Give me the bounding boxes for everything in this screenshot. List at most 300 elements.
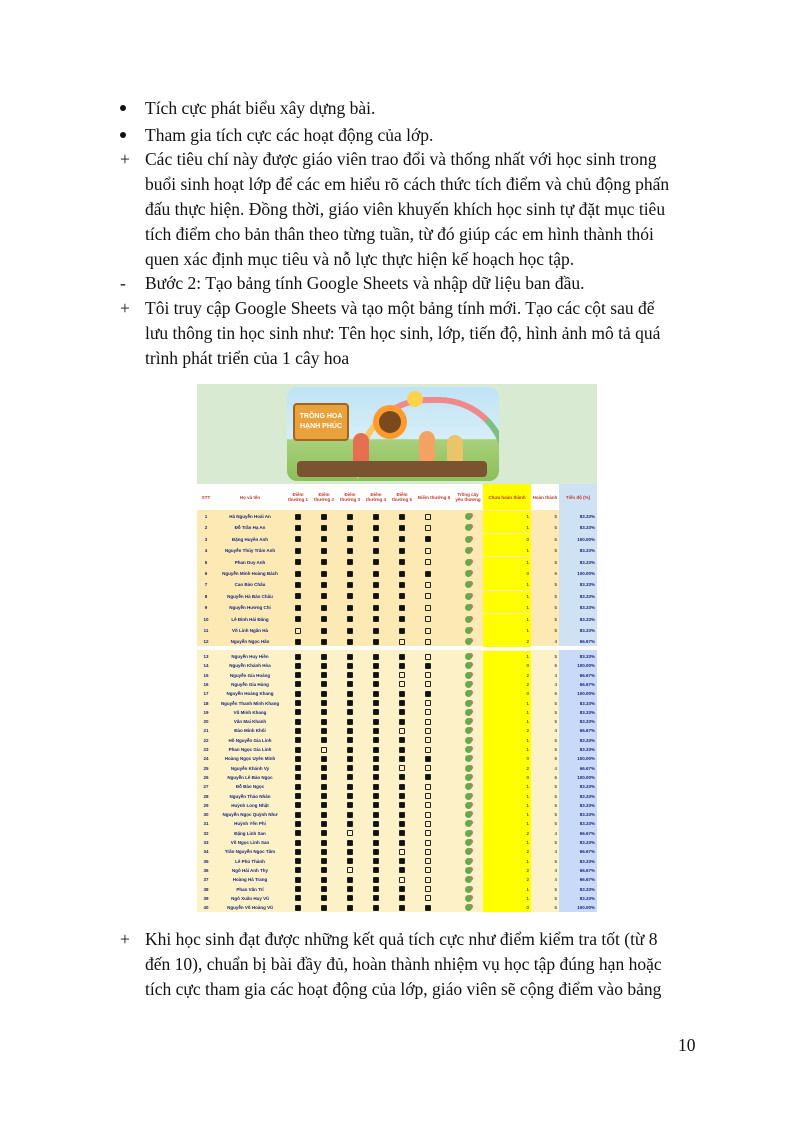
checkbox-checked-icon[interactable] — [321, 605, 327, 611]
checkbox-checked-icon[interactable] — [347, 728, 353, 734]
checkbox-checked-icon[interactable] — [373, 774, 379, 780]
checkbox-empty-icon[interactable] — [425, 514, 431, 520]
cell-checkbox[interactable] — [285, 636, 311, 647]
cell-checkbox[interactable] — [285, 902, 311, 912]
cell-checkbox[interactable] — [363, 522, 389, 533]
checkbox-checked-icon[interactable] — [399, 886, 405, 892]
checkbox-checked-icon[interactable] — [321, 559, 327, 565]
checkbox-checked-icon[interactable] — [373, 905, 379, 911]
cell-checkbox[interactable] — [415, 522, 441, 533]
cell-checkbox[interactable] — [389, 534, 415, 545]
checkbox-checked-icon[interactable] — [295, 840, 301, 846]
checkbox-empty-icon[interactable] — [399, 765, 405, 771]
cell-checkbox[interactable] — [415, 625, 441, 636]
checkbox-checked-icon[interactable] — [373, 559, 379, 565]
checkbox-checked-icon[interactable] — [399, 605, 405, 611]
checkbox-checked-icon[interactable] — [347, 858, 353, 864]
checkbox-checked-icon[interactable] — [347, 784, 353, 790]
checkbox-checked-icon[interactable] — [295, 548, 301, 554]
checkbox-checked-icon[interactable] — [347, 719, 353, 725]
checkbox-checked-icon[interactable] — [321, 886, 327, 892]
checkbox-checked-icon[interactable] — [295, 793, 301, 799]
checkbox-checked-icon[interactable] — [373, 737, 379, 743]
checkbox-checked-icon[interactable] — [399, 774, 405, 780]
checkbox-checked-icon[interactable] — [295, 709, 301, 715]
checkbox-checked-icon[interactable] — [399, 756, 405, 762]
cell-checkbox[interactable] — [285, 602, 311, 613]
checkbox-checked-icon[interactable] — [347, 905, 353, 911]
checkbox-checked-icon[interactable] — [399, 784, 405, 790]
checkbox-checked-icon[interactable] — [399, 747, 405, 753]
checkbox-checked-icon[interactable] — [321, 663, 327, 669]
checkbox-checked-icon[interactable] — [425, 774, 431, 780]
checkbox-checked-icon[interactable] — [321, 525, 327, 531]
checkbox-checked-icon[interactable] — [399, 582, 405, 588]
checkbox-empty-icon[interactable] — [425, 830, 431, 836]
cell-checkbox[interactable] — [337, 636, 363, 647]
checkbox-checked-icon[interactable] — [399, 858, 405, 864]
cell-checkbox[interactable] — [311, 902, 337, 912]
cell-checkbox[interactable] — [285, 568, 311, 579]
checkbox-empty-icon[interactable] — [425, 681, 431, 687]
checkbox-checked-icon[interactable] — [347, 756, 353, 762]
checkbox-checked-icon[interactable] — [321, 548, 327, 554]
checkbox-empty-icon[interactable] — [399, 849, 405, 855]
checkbox-empty-icon[interactable] — [425, 858, 431, 864]
checkbox-checked-icon[interactable] — [321, 784, 327, 790]
checkbox-checked-icon[interactable] — [373, 514, 379, 520]
checkbox-checked-icon[interactable] — [373, 867, 379, 873]
checkbox-checked-icon[interactable] — [399, 525, 405, 531]
checkbox-checked-icon[interactable] — [321, 877, 327, 883]
checkbox-empty-icon[interactable] — [425, 895, 431, 901]
checkbox-checked-icon[interactable] — [321, 802, 327, 808]
checkbox-empty-icon[interactable] — [425, 628, 431, 634]
checkbox-empty-icon[interactable] — [425, 582, 431, 588]
checkbox-checked-icon[interactable] — [373, 525, 379, 531]
checkbox-checked-icon[interactable] — [373, 681, 379, 687]
checkbox-checked-icon[interactable] — [373, 616, 379, 622]
checkbox-empty-icon[interactable] — [399, 639, 405, 645]
checkbox-checked-icon[interactable] — [347, 616, 353, 622]
checkbox-empty-icon[interactable] — [425, 709, 431, 715]
cell-checkbox[interactable] — [311, 579, 337, 590]
checkbox-empty-icon[interactable] — [425, 719, 431, 725]
checkbox-checked-icon[interactable] — [321, 812, 327, 818]
checkbox-checked-icon[interactable] — [321, 709, 327, 715]
checkbox-checked-icon[interactable] — [295, 571, 301, 577]
checkbox-empty-icon[interactable] — [425, 747, 431, 753]
checkbox-checked-icon[interactable] — [321, 571, 327, 577]
checkbox-checked-icon[interactable] — [399, 812, 405, 818]
checkbox-checked-icon[interactable] — [321, 905, 327, 911]
cell-checkbox[interactable] — [363, 614, 389, 625]
checkbox-checked-icon[interactable] — [373, 849, 379, 855]
cell-checkbox[interactable] — [363, 591, 389, 602]
cell-checkbox[interactable] — [337, 591, 363, 602]
checkbox-checked-icon[interactable] — [321, 593, 327, 599]
checkbox-checked-icon[interactable] — [321, 737, 327, 743]
cell-checkbox[interactable] — [389, 636, 415, 647]
cell-checkbox[interactable] — [311, 511, 337, 522]
cell-checkbox[interactable] — [389, 568, 415, 579]
checkbox-empty-icon[interactable] — [321, 747, 327, 753]
checkbox-empty-icon[interactable] — [399, 672, 405, 678]
checkbox-checked-icon[interactable] — [295, 593, 301, 599]
cell-checkbox[interactable] — [363, 534, 389, 545]
checkbox-checked-icon[interactable] — [347, 548, 353, 554]
checkbox-checked-icon[interactable] — [321, 867, 327, 873]
checkbox-empty-icon[interactable] — [425, 654, 431, 660]
checkbox-empty-icon[interactable] — [425, 802, 431, 808]
checkbox-checked-icon[interactable] — [399, 593, 405, 599]
checkbox-empty-icon[interactable] — [425, 672, 431, 678]
checkbox-checked-icon[interactable] — [321, 821, 327, 827]
checkbox-checked-icon[interactable] — [347, 886, 353, 892]
checkbox-checked-icon[interactable] — [373, 672, 379, 678]
cell-checkbox[interactable] — [285, 545, 311, 556]
checkbox-checked-icon[interactable] — [347, 536, 353, 542]
checkbox-checked-icon[interactable] — [321, 514, 327, 520]
checkbox-checked-icon[interactable] — [399, 802, 405, 808]
checkbox-checked-icon[interactable] — [295, 812, 301, 818]
checkbox-checked-icon[interactable] — [399, 654, 405, 660]
checkbox-checked-icon[interactable] — [347, 654, 353, 660]
checkbox-checked-icon[interactable] — [399, 548, 405, 554]
checkbox-checked-icon[interactable] — [295, 886, 301, 892]
checkbox-checked-icon[interactable] — [373, 628, 379, 634]
checkbox-checked-icon[interactable] — [399, 691, 405, 697]
checkbox-empty-icon[interactable] — [399, 728, 405, 734]
checkbox-checked-icon[interactable] — [425, 691, 431, 697]
checkbox-checked-icon[interactable] — [295, 582, 301, 588]
checkbox-checked-icon[interactable] — [373, 536, 379, 542]
checkbox-checked-icon[interactable] — [347, 582, 353, 588]
checkbox-checked-icon[interactable] — [321, 536, 327, 542]
checkbox-checked-icon[interactable] — [295, 784, 301, 790]
cell-checkbox[interactable] — [337, 557, 363, 568]
cell-checkbox[interactable] — [337, 534, 363, 545]
checkbox-checked-icon[interactable] — [373, 654, 379, 660]
cell-checkbox[interactable] — [311, 636, 337, 647]
checkbox-checked-icon[interactable] — [347, 672, 353, 678]
checkbox-checked-icon[interactable] — [347, 709, 353, 715]
checkbox-empty-icon[interactable] — [425, 605, 431, 611]
checkbox-empty-icon[interactable] — [399, 681, 405, 687]
checkbox-checked-icon[interactable] — [425, 536, 431, 542]
checkbox-checked-icon[interactable] — [347, 821, 353, 827]
checkbox-empty-icon[interactable] — [425, 548, 431, 554]
checkbox-checked-icon[interactable] — [347, 605, 353, 611]
checkbox-checked-icon[interactable] — [295, 559, 301, 565]
checkbox-empty-icon[interactable] — [425, 867, 431, 873]
checkbox-empty-icon[interactable] — [425, 728, 431, 734]
checkbox-checked-icon[interactable] — [425, 905, 431, 911]
cell-checkbox[interactable] — [363, 568, 389, 579]
cell-checkbox[interactable] — [389, 522, 415, 533]
checkbox-checked-icon[interactable] — [399, 663, 405, 669]
cell-checkbox[interactable] — [337, 545, 363, 556]
checkbox-checked-icon[interactable] — [373, 548, 379, 554]
cell-checkbox[interactable] — [363, 511, 389, 522]
checkbox-checked-icon[interactable] — [295, 756, 301, 762]
checkbox-checked-icon[interactable] — [321, 681, 327, 687]
cell-checkbox[interactable] — [337, 614, 363, 625]
checkbox-checked-icon[interactable] — [373, 663, 379, 669]
cell-checkbox[interactable] — [363, 602, 389, 613]
cell-checkbox[interactable] — [363, 902, 389, 912]
cell-checkbox[interactable] — [311, 534, 337, 545]
checkbox-checked-icon[interactable] — [373, 593, 379, 599]
checkbox-checked-icon[interactable] — [347, 663, 353, 669]
cell-checkbox[interactable] — [389, 545, 415, 556]
checkbox-checked-icon[interactable] — [373, 858, 379, 864]
checkbox-empty-icon[interactable] — [425, 700, 431, 706]
checkbox-checked-icon[interactable] — [347, 593, 353, 599]
checkbox-checked-icon[interactable] — [373, 700, 379, 706]
cell-checkbox[interactable] — [389, 602, 415, 613]
checkbox-checked-icon[interactable] — [347, 525, 353, 531]
checkbox-checked-icon[interactable] — [321, 672, 327, 678]
checkbox-checked-icon[interactable] — [321, 628, 327, 634]
checkbox-checked-icon[interactable] — [321, 858, 327, 864]
cell-checkbox[interactable] — [337, 522, 363, 533]
checkbox-empty-icon[interactable] — [347, 830, 353, 836]
checkbox-checked-icon[interactable] — [347, 559, 353, 565]
cell-checkbox[interactable] — [311, 591, 337, 602]
checkbox-checked-icon[interactable] — [373, 728, 379, 734]
cell-checkbox[interactable] — [389, 557, 415, 568]
checkbox-checked-icon[interactable] — [347, 571, 353, 577]
checkbox-checked-icon[interactable] — [295, 830, 301, 836]
checkbox-empty-icon[interactable] — [425, 849, 431, 855]
cell-checkbox[interactable] — [389, 614, 415, 625]
cell-checkbox[interactable] — [389, 511, 415, 522]
checkbox-checked-icon[interactable] — [295, 719, 301, 725]
checkbox-checked-icon[interactable] — [373, 709, 379, 715]
cell-checkbox[interactable] — [363, 636, 389, 647]
checkbox-checked-icon[interactable] — [347, 895, 353, 901]
checkbox-empty-icon[interactable] — [425, 525, 431, 531]
checkbox-checked-icon[interactable] — [399, 700, 405, 706]
checkbox-empty-icon[interactable] — [425, 886, 431, 892]
checkbox-checked-icon[interactable] — [347, 514, 353, 520]
cell-checkbox[interactable] — [415, 545, 441, 556]
checkbox-checked-icon[interactable] — [321, 582, 327, 588]
checkbox-checked-icon[interactable] — [321, 654, 327, 660]
checkbox-checked-icon[interactable] — [399, 536, 405, 542]
cell-checkbox[interactable] — [285, 625, 311, 636]
checkbox-empty-icon[interactable] — [425, 765, 431, 771]
checkbox-checked-icon[interactable] — [321, 728, 327, 734]
checkbox-checked-icon[interactable] — [347, 700, 353, 706]
checkbox-empty-icon[interactable] — [425, 793, 431, 799]
checkbox-checked-icon[interactable] — [295, 691, 301, 697]
checkbox-checked-icon[interactable] — [295, 728, 301, 734]
cell-checkbox[interactable] — [415, 557, 441, 568]
cell-checkbox[interactable] — [415, 511, 441, 522]
checkbox-checked-icon[interactable] — [399, 867, 405, 873]
checkbox-checked-icon[interactable] — [373, 821, 379, 827]
checkbox-checked-icon[interactable] — [295, 858, 301, 864]
checkbox-checked-icon[interactable] — [347, 737, 353, 743]
cell-checkbox[interactable] — [285, 511, 311, 522]
checkbox-checked-icon[interactable] — [321, 719, 327, 725]
checkbox-checked-icon[interactable] — [399, 905, 405, 911]
cell-checkbox[interactable] — [415, 579, 441, 590]
checkbox-checked-icon[interactable] — [295, 905, 301, 911]
cell-checkbox[interactable] — [415, 568, 441, 579]
checkbox-empty-icon[interactable] — [425, 737, 431, 743]
checkbox-checked-icon[interactable] — [295, 895, 301, 901]
checkbox-checked-icon[interactable] — [321, 700, 327, 706]
checkbox-checked-icon[interactable] — [373, 756, 379, 762]
checkbox-empty-icon[interactable] — [295, 628, 301, 634]
cell-checkbox[interactable] — [285, 591, 311, 602]
cell-checkbox[interactable] — [285, 534, 311, 545]
cell-checkbox[interactable] — [363, 579, 389, 590]
checkbox-checked-icon[interactable] — [295, 747, 301, 753]
checkbox-checked-icon[interactable] — [373, 719, 379, 725]
checkbox-checked-icon[interactable] — [373, 691, 379, 697]
checkbox-checked-icon[interactable] — [399, 559, 405, 565]
checkbox-checked-icon[interactable] — [295, 737, 301, 743]
checkbox-checked-icon[interactable] — [425, 756, 431, 762]
checkbox-checked-icon[interactable] — [373, 793, 379, 799]
checkbox-checked-icon[interactable] — [347, 691, 353, 697]
checkbox-checked-icon[interactable] — [399, 830, 405, 836]
checkbox-checked-icon[interactable] — [295, 877, 301, 883]
checkbox-checked-icon[interactable] — [321, 793, 327, 799]
cell-checkbox[interactable] — [337, 902, 363, 912]
checkbox-checked-icon[interactable] — [373, 571, 379, 577]
checkbox-checked-icon[interactable] — [295, 672, 301, 678]
cell-checkbox[interactable] — [311, 625, 337, 636]
checkbox-checked-icon[interactable] — [373, 784, 379, 790]
cell-checkbox[interactable] — [311, 545, 337, 556]
checkbox-checked-icon[interactable] — [399, 709, 405, 715]
cell-checkbox[interactable] — [285, 579, 311, 590]
checkbox-checked-icon[interactable] — [399, 571, 405, 577]
checkbox-checked-icon[interactable] — [373, 895, 379, 901]
checkbox-empty-icon[interactable] — [425, 840, 431, 846]
checkbox-checked-icon[interactable] — [373, 582, 379, 588]
checkbox-empty-icon[interactable] — [425, 821, 431, 827]
checkbox-empty-icon[interactable] — [425, 559, 431, 565]
checkbox-checked-icon[interactable] — [295, 700, 301, 706]
cell-checkbox[interactable] — [285, 522, 311, 533]
cell-checkbox[interactable] — [363, 545, 389, 556]
checkbox-checked-icon[interactable] — [399, 793, 405, 799]
checkbox-checked-icon[interactable] — [347, 765, 353, 771]
checkbox-checked-icon[interactable] — [321, 849, 327, 855]
cell-checkbox[interactable] — [363, 557, 389, 568]
checkbox-checked-icon[interactable] — [425, 571, 431, 577]
checkbox-checked-icon[interactable] — [321, 616, 327, 622]
checkbox-checked-icon[interactable] — [321, 895, 327, 901]
checkbox-checked-icon[interactable] — [347, 849, 353, 855]
checkbox-checked-icon[interactable] — [295, 802, 301, 808]
cell-checkbox[interactable] — [337, 602, 363, 613]
checkbox-checked-icon[interactable] — [347, 812, 353, 818]
cell-checkbox[interactable] — [415, 902, 441, 912]
checkbox-checked-icon[interactable] — [347, 681, 353, 687]
cell-checkbox[interactable] — [285, 614, 311, 625]
checkbox-empty-icon[interactable] — [347, 867, 353, 873]
checkbox-empty-icon[interactable] — [425, 593, 431, 599]
checkbox-checked-icon[interactable] — [295, 821, 301, 827]
checkbox-checked-icon[interactable] — [321, 774, 327, 780]
checkbox-checked-icon[interactable] — [321, 756, 327, 762]
cell-checkbox[interactable] — [389, 625, 415, 636]
checkbox-checked-icon[interactable] — [373, 765, 379, 771]
checkbox-checked-icon[interactable] — [399, 719, 405, 725]
cell-checkbox[interactable] — [311, 522, 337, 533]
cell-checkbox[interactable] — [311, 602, 337, 613]
checkbox-checked-icon[interactable] — [399, 821, 405, 827]
checkbox-checked-icon[interactable] — [295, 774, 301, 780]
checkbox-checked-icon[interactable] — [295, 663, 301, 669]
cell-checkbox[interactable] — [389, 591, 415, 602]
cell-checkbox[interactable] — [311, 568, 337, 579]
checkbox-checked-icon[interactable] — [295, 765, 301, 771]
checkbox-checked-icon[interactable] — [321, 691, 327, 697]
checkbox-checked-icon[interactable] — [347, 747, 353, 753]
checkbox-empty-icon[interactable] — [425, 812, 431, 818]
cell-checkbox[interactable] — [311, 614, 337, 625]
checkbox-checked-icon[interactable] — [295, 536, 301, 542]
checkbox-checked-icon[interactable] — [321, 639, 327, 645]
checkbox-checked-icon[interactable] — [373, 886, 379, 892]
cell-checkbox[interactable] — [337, 511, 363, 522]
checkbox-checked-icon[interactable] — [373, 639, 379, 645]
cell-checkbox[interactable] — [415, 534, 441, 545]
checkbox-checked-icon[interactable] — [347, 840, 353, 846]
checkbox-empty-icon[interactable] — [425, 639, 431, 645]
checkbox-checked-icon[interactable] — [295, 514, 301, 520]
checkbox-checked-icon[interactable] — [295, 654, 301, 660]
checkbox-checked-icon[interactable] — [321, 765, 327, 771]
checkbox-checked-icon[interactable] — [347, 802, 353, 808]
cell-checkbox[interactable] — [337, 579, 363, 590]
checkbox-checked-icon[interactable] — [399, 628, 405, 634]
checkbox-checked-icon[interactable] — [373, 840, 379, 846]
checkbox-checked-icon[interactable] — [295, 867, 301, 873]
checkbox-checked-icon[interactable] — [347, 639, 353, 645]
cell-checkbox[interactable] — [389, 902, 415, 912]
checkbox-empty-icon[interactable] — [425, 784, 431, 790]
checkbox-checked-icon[interactable] — [347, 628, 353, 634]
checkbox-checked-icon[interactable] — [373, 802, 379, 808]
checkbox-checked-icon[interactable] — [373, 605, 379, 611]
checkbox-checked-icon[interactable] — [399, 840, 405, 846]
cell-checkbox[interactable] — [285, 557, 311, 568]
checkbox-checked-icon[interactable] — [373, 812, 379, 818]
cell-checkbox[interactable] — [415, 591, 441, 602]
cell-checkbox[interactable] — [337, 625, 363, 636]
checkbox-checked-icon[interactable] — [295, 849, 301, 855]
checkbox-checked-icon[interactable] — [399, 514, 405, 520]
checkbox-empty-icon[interactable] — [425, 616, 431, 622]
checkbox-checked-icon[interactable] — [373, 830, 379, 836]
checkbox-checked-icon[interactable] — [321, 840, 327, 846]
cell-checkbox[interactable] — [415, 614, 441, 625]
checkbox-checked-icon[interactable] — [321, 830, 327, 836]
checkbox-empty-icon[interactable] — [425, 877, 431, 883]
cell-checkbox[interactable] — [415, 636, 441, 647]
checkbox-checked-icon[interactable] — [295, 639, 301, 645]
cell-checkbox[interactable] — [311, 557, 337, 568]
